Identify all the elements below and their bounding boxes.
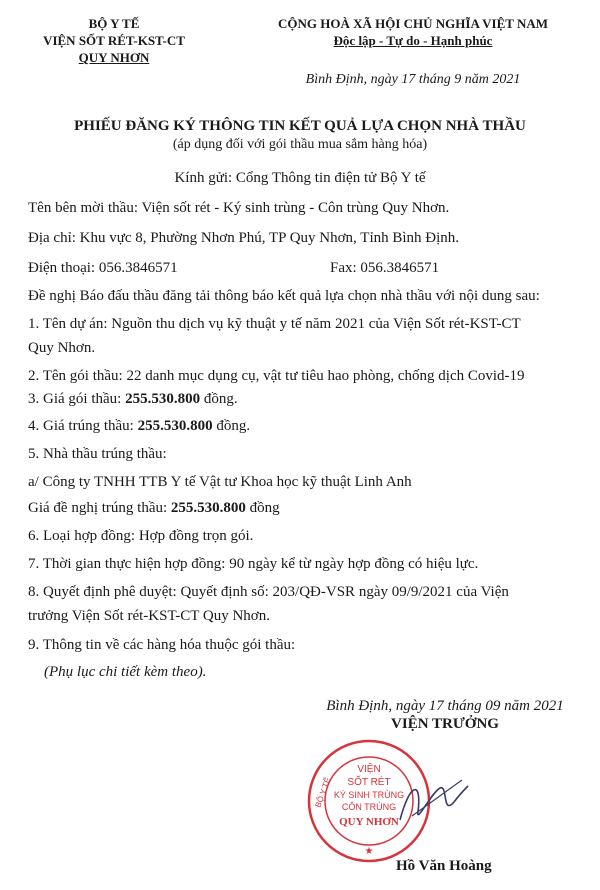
duration-line: 7. Thời gian thực hiện hợp đồng: 90 ngày kể từ ngày hợp đồng có hiệu lực. <box>28 556 479 572</box>
seal-star-icon: ★ <box>364 846 374 857</box>
offer-price-label: Giá đề nghị trúng thầu: <box>28 500 171 516</box>
recipient: Kính gửi: Cổng Thông tin điện tử Bộ Y tế <box>174 170 426 186</box>
institute-city: QUY NHƠN <box>78 50 150 65</box>
header-place-date: Bình Định, ngày 17 tháng 9 năm 2021 <box>305 72 521 87</box>
signature-place-date: Bình Định, ngày 17 tháng 09 năm 2021 <box>326 698 564 714</box>
fax-line: Fax: 056.3846571 <box>330 260 440 276</box>
contract-type-line: 6. Loại hợp đồng: Hợp đồng trọn gói. <box>28 528 254 544</box>
signer-name: Hồ Văn Hoàng <box>396 858 492 874</box>
handwritten-signature <box>392 772 472 832</box>
package-price-unit: đồng. <box>200 391 238 407</box>
appendix-note: (Phụ lục chi tiết kèm theo). <box>44 664 207 680</box>
package-price-value: 255.530.800 <box>125 391 201 407</box>
seal-side-text: BỘ Y TẾ <box>313 776 333 809</box>
offer-price-line <box>28 500 280 517</box>
decision-line-1: 8. Quyết định phê duyệt: Quyết định số: 203/QĐ-VSR ngày 09/9/2021 của Viện <box>28 584 509 600</box>
seal-text-5: QUY NHƠN <box>339 816 399 828</box>
winning-price-line <box>28 418 250 435</box>
project-line-2: Quy Nhơn. <box>28 340 96 356</box>
document-title: PHIẾU ĐĂNG KÝ THÔNG TIN KẾT QUẢ LỰA CHỌN NHÀ THẦU <box>74 118 526 134</box>
inviter-line: Tên bên mời thầu: Viện sốt rét - Ký sinh trùng - Côn trùng Quy Nhơn. <box>28 200 450 216</box>
national-motto: Độc lập - Tự do - Hạnh phúc <box>333 33 493 48</box>
package-price-line <box>28 391 238 408</box>
winning-price-unit: đồng. <box>212 418 251 434</box>
winning-price-value: 255.530.800 <box>137 418 213 434</box>
winner-name: a/ Công ty TNHH TTB Y tế Vật tư Khoa học kỹ thuật Linh Anh <box>28 474 412 490</box>
seal-text-2: SỐT RÉT <box>347 777 391 788</box>
ministry-name: BỘ Y TẾ <box>88 16 140 31</box>
request-line: Đề nghị Báo đấu thầu đăng tải thông báo kết quả lựa chọn nhà thầu với nội dung sau: <box>28 288 540 304</box>
signer-position: VIỆN TRƯỞNG <box>391 716 499 732</box>
document-subtitle: (áp dụng đối với gói thầu mua sắm hàng hóa) <box>172 137 428 152</box>
decision-line-2: trưởng Viện Sốt rét-KST-CT Quy Nhơn. <box>28 608 270 624</box>
address-line: Địa chỉ: Khu vực 8, Phường Nhơn Phú, TP Quy Nhơn, Tỉnh Bình Định. <box>28 230 460 246</box>
offer-price-unit: đồng <box>245 500 280 516</box>
winner-heading: 5. Nhà thầu trúng thầu: <box>28 446 167 462</box>
package-price-label: 3. Giá gói thầu: <box>28 391 126 407</box>
package-line: 2. Tên gói thầu: 22 danh mục dụng cụ, vật tư tiêu hao phòng, chống dịch Covid-19 <box>28 368 525 384</box>
phone-line: Điện thoại: 056.3846571 <box>28 260 178 276</box>
seal-text-4: CÔN TRÙNG <box>341 802 397 812</box>
winning-price-label: 4. Giá trúng thầu: <box>28 418 138 434</box>
institute-name: VIỆN SỐT RÉT-KST-CT <box>43 33 185 48</box>
project-line-1: 1. Tên dự án: Nguồn thu dịch vụ kỹ thuật y tế năm 2021 của Viện Sốt rét-KST-CT <box>28 316 521 332</box>
seal-text-3: KÝ SINH TRÙNG <box>333 790 405 800</box>
goods-info-line: 9. Thông tin về các hàng hóa thuộc gói thầu: <box>28 637 296 653</box>
offer-price-value: 255.530.800 <box>170 500 246 516</box>
seal-text-1: VIỆN <box>357 764 381 775</box>
country-name: CỘNG HOÀ XÃ HỘI CHỦ NGHĨA VIỆT NAM <box>277 16 549 31</box>
